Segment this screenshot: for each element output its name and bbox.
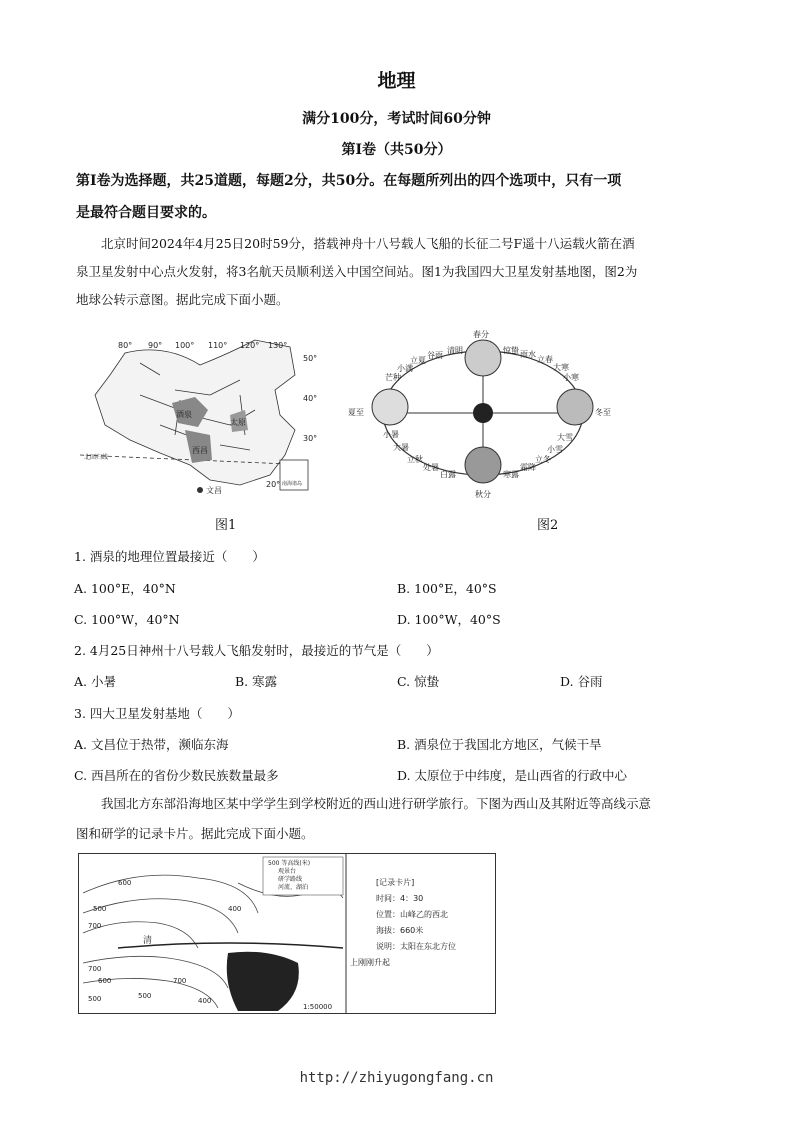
contour-label: 700 [88, 922, 102, 930]
term-label: 小雪 [547, 445, 563, 454]
q3-option-a[interactable]: A. 文昌位于热带，濒临东海 [74, 737, 229, 752]
term-label: 清明 [447, 346, 463, 355]
term-label: 小暑 [383, 430, 399, 439]
contour-label: 400 [228, 905, 242, 913]
tropic-label: 北回归线 [84, 454, 109, 461]
q3-option-c[interactable]: C. 西昌所在的省份少数民族数量最多 [74, 768, 279, 783]
term-label: 立夏 [410, 356, 426, 365]
card-position: 位置：山峰乙的西北 [376, 910, 448, 919]
term-label: 处暑 [423, 463, 439, 472]
card-altitude: 海拔：660米 [376, 926, 424, 935]
lon-label: 110° [208, 341, 228, 350]
q1-option-a[interactable]: A. 100°E，40°N [74, 581, 176, 596]
contour-label: 500 [88, 995, 102, 1003]
term-spring: 春分 [473, 330, 489, 339]
legend-route: 研学路线 [278, 876, 303, 883]
term-label: 雨水 [520, 350, 536, 359]
contour-label: 600 [98, 977, 112, 985]
passage2-line-2: 图和研学的记录卡片。据此完成下面小题。 [76, 826, 314, 841]
q2-option-d[interactable]: D. 谷雨 [560, 674, 603, 689]
term-label: 立秋 [407, 455, 423, 464]
q2-option-b[interactable]: B. 寒露 [235, 674, 278, 689]
passage2-line-1: 我国北方东部沿海地区某中学学生到学校附近的西山进行研学旅行。下图为西山及其附近等高线示意 [101, 796, 652, 811]
card-time: 时间：4：30 [376, 894, 424, 903]
term-label: 白露 [440, 470, 456, 479]
term-winter: 冬至 [595, 408, 611, 417]
question-1-stem: 1. 酒泉的地理位置最接近（ ） [74, 549, 265, 564]
term-summer: 夏至 [348, 408, 364, 417]
base-label-jiuquan: 酒泉 [176, 410, 192, 419]
lat-label: 20° [266, 480, 281, 489]
legend-water: 河流、湖泊 [278, 884, 309, 891]
question-2-stem: 2. 4月25日神州十八号载人飞船发射时，最接近的节气是（ ） [74, 643, 439, 658]
term-label: 惊蛰 [503, 346, 519, 355]
inset-label: 南海诸岛 [282, 481, 303, 487]
sun-icon [473, 403, 493, 423]
scale-label: 1:50000 [303, 1003, 333, 1011]
footer-url[interactable]: http://zhiyugongfang.cn [299, 1070, 494, 1086]
legend-viewpoint: 观景台 [278, 868, 297, 875]
legend-contour: 500 等高线(米) [268, 860, 311, 867]
passage1-line-3: 地球公转示意图。据此完成下面小题。 [76, 292, 289, 307]
river-label: 清 [143, 936, 153, 946]
q1-option-c[interactable]: C. 100°W，40°N [74, 612, 180, 627]
q1-option-d[interactable]: D. 100°W，40°S [397, 612, 501, 627]
q2-option-c[interactable]: C. 惊蛰 [397, 674, 440, 689]
lat-label: 40° [303, 394, 318, 403]
lon-label: 130° [268, 341, 288, 350]
term-label: 大暑 [393, 443, 409, 452]
contour-label: 500 [138, 992, 152, 1000]
q3-option-d[interactable]: D. 太原位于中纬度，是山西省的行政中心 [397, 768, 628, 783]
lat-label: 30° [303, 434, 318, 443]
contour-map-and-record-card [78, 853, 496, 1015]
lon-label: 80° [118, 341, 133, 350]
lat-label: 50° [303, 354, 318, 363]
term-label: 大寒 [553, 363, 569, 372]
instruction-line-2: 是最符合题目要求的。 [76, 205, 216, 221]
term-label: 谷雨 [427, 351, 443, 360]
term-label: 立冬 [535, 455, 551, 464]
q3-option-b[interactable]: B. 酒泉位于我国北方地区，气候干旱 [397, 737, 602, 752]
term-label: 霜降 [520, 463, 536, 472]
base-label-xichang: 西昌 [192, 446, 208, 455]
page-title: 地理 [377, 70, 416, 92]
lon-label: 120° [240, 341, 260, 350]
term-label: 大雪 [557, 433, 573, 442]
contour-label: 700 [88, 965, 102, 973]
figure1-caption: 图1 [215, 518, 237, 533]
exam-subtitle: 满分100分，考试时间60分钟 [302, 111, 491, 127]
question-3-stem: 3. 四大卫星发射基地（ ） [74, 706, 240, 721]
contour-label: 700 [173, 977, 187, 985]
lon-label: 90° [148, 341, 163, 350]
term-label: 小寒 [563, 373, 579, 382]
figure2-caption: 图2 [537, 518, 559, 533]
term-label: 芒种 [385, 373, 401, 382]
card-title: [记录卡片] [376, 878, 415, 887]
passage1-line-2: 泉卫星发射中心点火发射，将3名航天员顺利送入中国空间站。图1为我国四大卫星发射基地图，图2为 [76, 264, 638, 279]
instruction-line-1: 第Ⅰ卷为选择题，共25道题，每题2分，共50分。在每题所列出的四个选项中，只有一项 [76, 173, 622, 189]
term-label: 立春 [537, 355, 553, 364]
q1-option-b[interactable]: B. 100°E，40°S [397, 581, 497, 596]
lon-label: 100° [175, 341, 195, 350]
term-label: 寒露 [503, 470, 519, 479]
card-note-1: 说明：太阳在东北方位 [376, 942, 456, 951]
earth-orbit-diagram [345, 325, 615, 505]
term-autumn: 秋分 [475, 490, 491, 499]
base-label-taiyuan: 太原 [230, 418, 246, 427]
passage1-line-1: 北京时间2024年4月25日20时59分，搭载神舟十八号载人飞船的长征二号F遥十八运载火箭在酒 [101, 236, 635, 251]
card-note-2: 上刚刚升起 [350, 958, 390, 967]
base-label-wenchang: 文昌 [206, 486, 222, 495]
contour-label: 400 [198, 997, 212, 1005]
china-launch-base-map [80, 335, 325, 505]
q2-option-a[interactable]: A. 小暑 [74, 674, 116, 689]
contour-label: 500 [93, 905, 107, 913]
contour-label: 600 [118, 879, 132, 887]
section-heading: 第Ⅰ卷（共50分） [341, 142, 452, 158]
term-label: 小满 [397, 364, 413, 373]
